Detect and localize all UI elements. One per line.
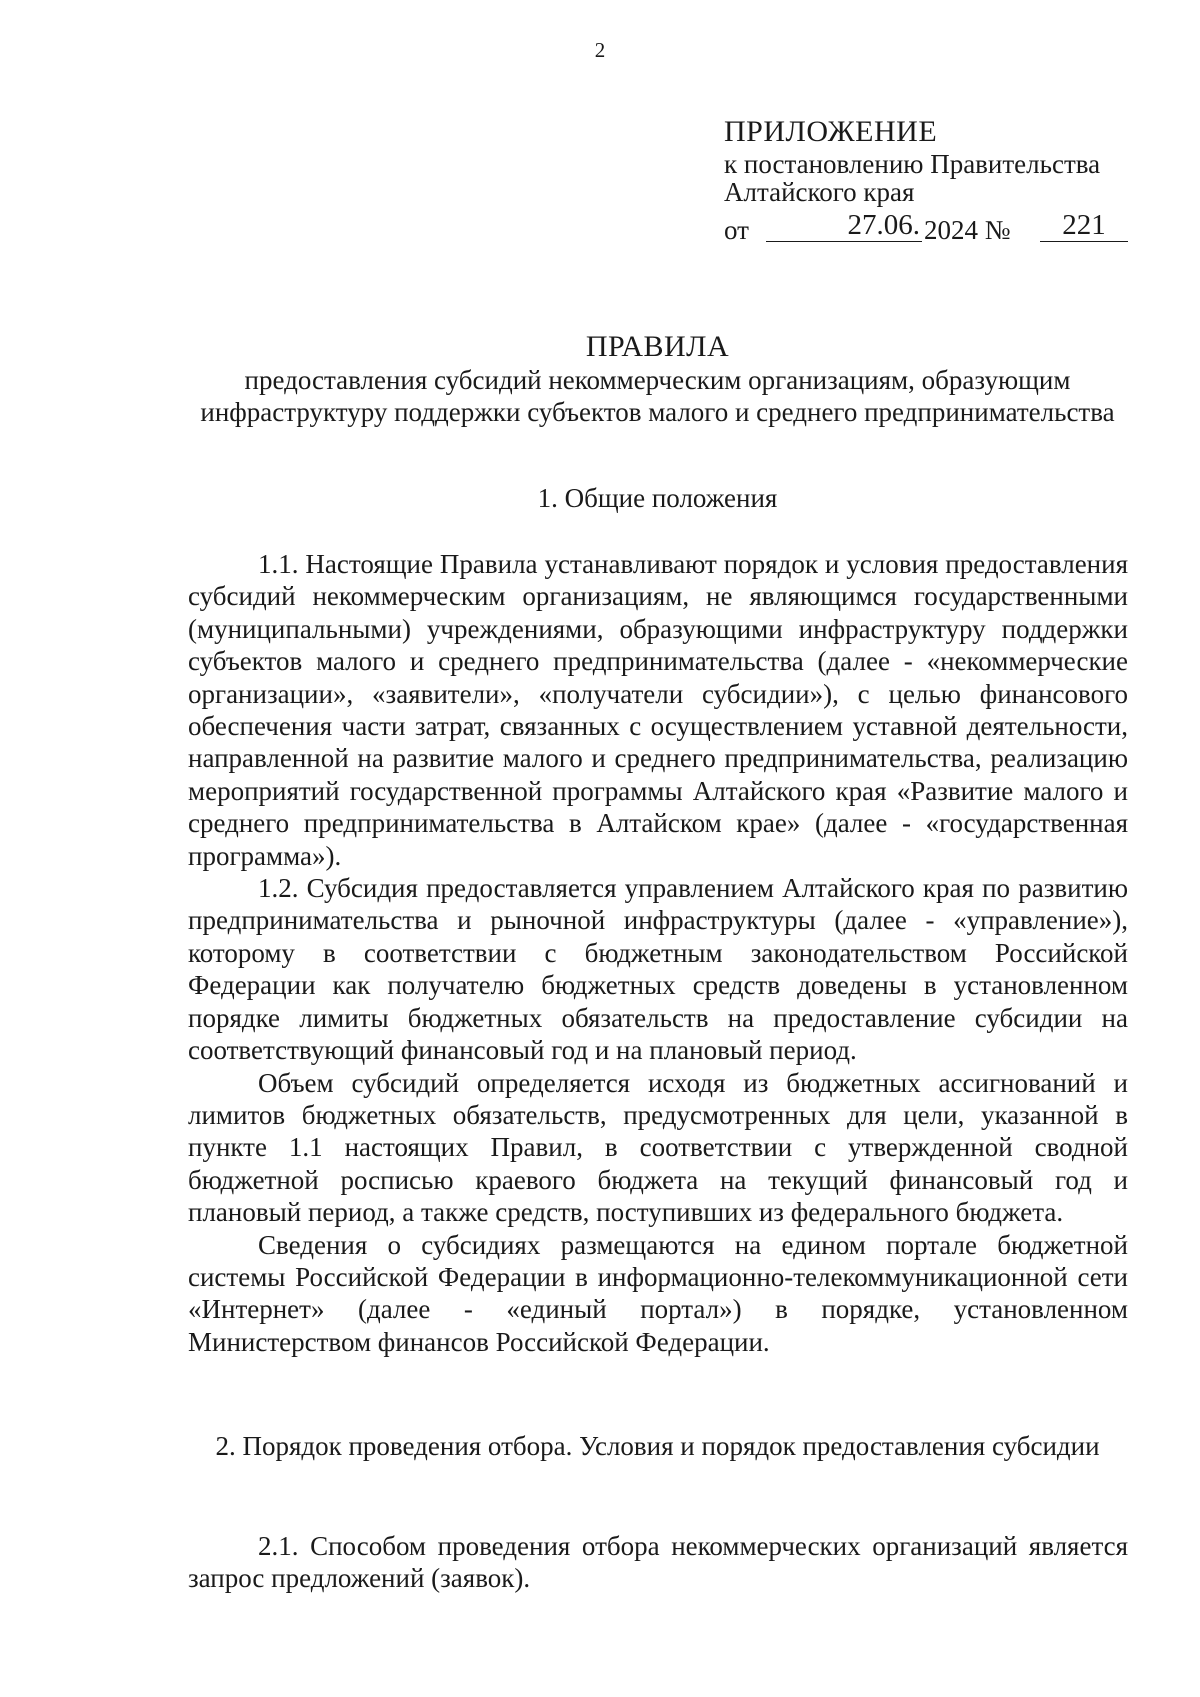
decree-date-field: 27.06. xyxy=(766,208,922,242)
paragraph-2-1: 2.1. Способом проведения отбора некоммерческих организаций является запрос предложений (заявок). xyxy=(188,1531,1128,1594)
date-prefix: от xyxy=(724,215,749,245)
rules-subtitle: предоставления субсидий некоммерческим организациям, образующим инфраструктуру поддержки субъектов малого и среднего предпринимательства xyxy=(200,365,1115,427)
page-number: 2 xyxy=(594,38,606,62)
appendix-line-2: Алтайского края xyxy=(724,177,915,207)
paragraph-1-2: 1.2. Субсидия предоставляется управлением Алтайского края по развитию предпринимательства и рыночной инфраструктуры (далее - «управление»), которому в соответствии с бюджетным законодательством Российской Федерации как получателю бюджетных средств доведены в установленном порядке лимиты бюджетных обязательств на предоставление субсидии на соответствующий финансовый год и на плановый период. xyxy=(188,873,1128,1066)
appendix-header xyxy=(724,115,1144,248)
appendix-line-1: к постановлению Правительства xyxy=(724,149,1101,179)
rules-title: ПРАВИЛА xyxy=(585,330,730,363)
appendix-title: ПРИЛОЖЕНИЕ xyxy=(724,115,938,148)
paragraph-1-1: 1.1. Настоящие Правила устанавливают порядок и условия предоставления субсидий некоммерческим организациям, не являющимся государственными (муниципальными) учреждениями, образующими инфраструктуру поддержки субъектов малого и среднего предпринимательства (далее - «некоммерческие организации», «заявители», «получатели субсидии»), с целью финансового обеспечения части затрат, связанных с осуществлением уставной деятельности, направленной на развитие малого и среднего предпринимательства, реализацию мероприятий государственной программы Алтайского края «Развитие малого и среднего предпринимательства в Алтайском крае» (далее - «государственная программа»). xyxy=(188,549,1128,871)
decree-date-line xyxy=(724,208,1144,248)
decree-year: 2024 № xyxy=(924,215,1011,245)
paragraph-info: Сведения о субсидиях размещаются на едином портале бюджетной системы Российской Федерации в информационно-телекоммуникационной сети «Интернет» (далее - «единый портал») в порядке, установленном Министерством финансов Российской Федерации. xyxy=(188,1229,1128,1357)
section-1-heading: 1. Общие положения xyxy=(537,483,778,513)
decree-number-field: 221 xyxy=(1040,208,1128,242)
paragraph-volume: Объем субсидий определяется исходя из бюджетных ассигнований и лимитов бюджетных обязательств, предусмотренных для цели, указанной в пункте 1.1 настоящих Правил, в соответствии с утвержденной сводной бюджетной росписью краевого бюджета на текущий финансовый год и плановый период, а также средств, поступивших из федерального бюджета. xyxy=(188,1067,1128,1228)
section-1-body xyxy=(188,548,1128,1358)
section-2-heading: 2. Порядок проведения отбора. Условия и порядок предоставления субсидии xyxy=(215,1431,1100,1461)
section-2-body xyxy=(188,1530,1128,1595)
